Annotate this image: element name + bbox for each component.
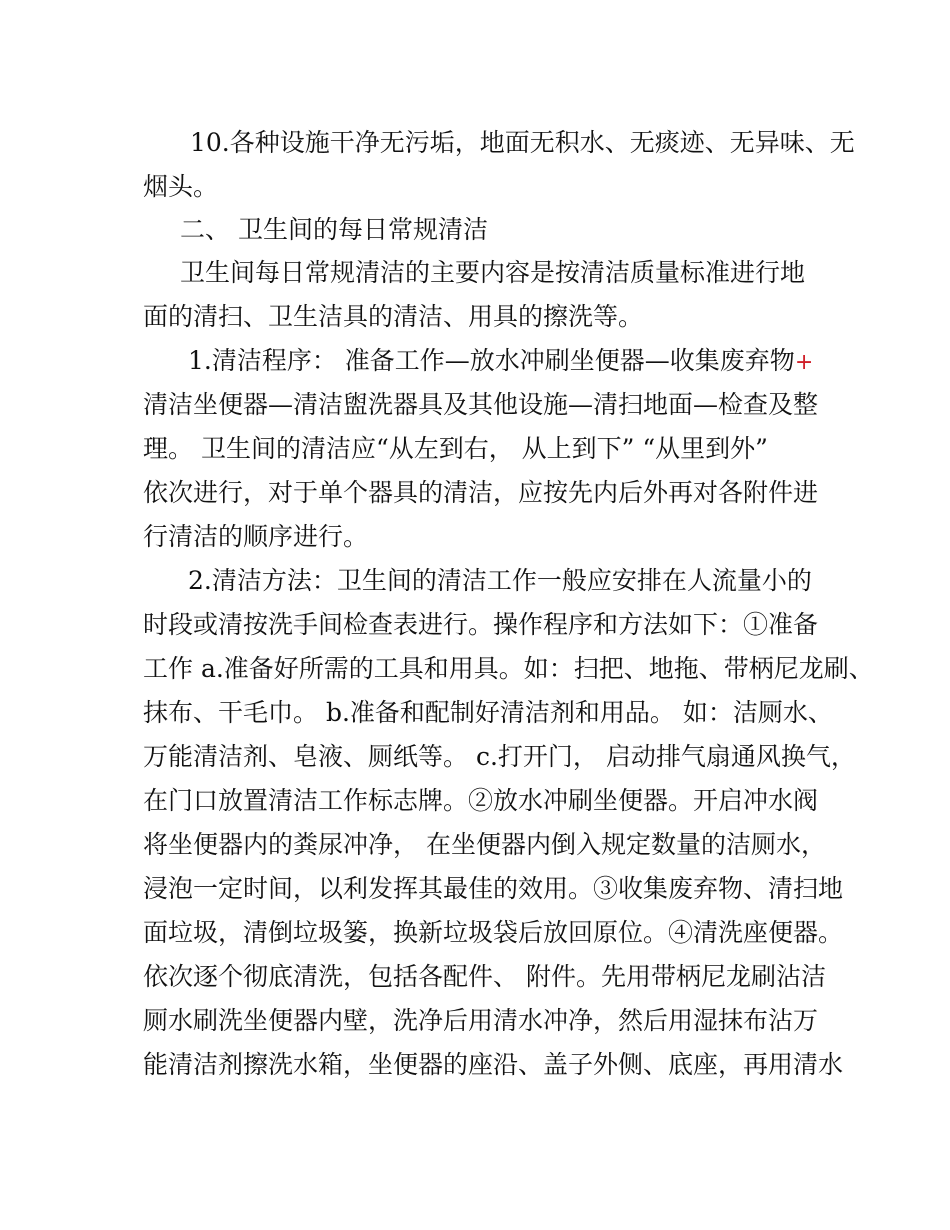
text-line-9: 依次进行，对于单个器具的清洁，应按先内后外再对各附件进	[143, 478, 819, 507]
text-line-10: 行清洁的顺序进行。	[143, 522, 369, 551]
text-line-21: 厕水刷洗坐便器内壁，洗净后用清水冲净，然后用湿抹布沾万	[143, 1006, 819, 1035]
text-line-4: 卫生间每日常规清洁的主要内容是按清洁质量标准进行地	[180, 258, 806, 287]
text-line-1: 10.各种设施干净无污垢，地面无积水、无痰迹、无异味、无	[190, 128, 855, 157]
text-line-2: 烟头。	[143, 172, 219, 201]
text-line-14: 抹布、干毛巾。 b.准备和配制好清洁剂和用品。 如：洁厕水、	[143, 698, 833, 727]
text-line-18: 浸泡一定时间，以利发挥其最佳的效用。③收集废弃物、清扫地	[143, 874, 844, 903]
text-line-15: 万能清洁剂、皂液、厕纸等。 c.打开门， 启动排气扇通风换气，	[143, 742, 856, 771]
text-line-16: 在门口放置清洁工作标志牌。②放水冲刷坐便器。开启冲水阀	[143, 786, 819, 815]
text-line-22: 能清洁剂擦洗水箱，坐便器的座沿、盖子外侧、底座，再用清水	[143, 1050, 844, 1079]
text-line-19: 面垃圾，清倒垃圾篓，换新垃圾袋后放回原位。④清洗座便器。	[143, 918, 844, 947]
text-line-6-content: 1.清洁程序： 准备工作—放水冲刷坐便器—收集废弃物	[188, 346, 795, 375]
text-line-13: 工作 a.准备好所需的工具和用具。如：扫把、地拖、带柄尼龙刷、	[143, 654, 874, 683]
text-line-12: 时段或清按洗手间检查表进行。操作程序和方法如下：①准备	[143, 610, 819, 639]
text-line-6	[188, 346, 813, 378]
text-line-5: 面的清扫、卫生洁具的清洁、用具的擦洗等。	[143, 302, 644, 331]
text-line-17: 将坐便器内的粪尿冲净， 在坐便器内倒入规定数量的洁厕水，	[143, 830, 826, 859]
text-line-11: 2.清洁方法：卫生间的清洁工作一般应安排在人流量小的	[188, 566, 812, 595]
plus-mark-icon: +	[794, 350, 814, 375]
text-line-20: 依次逐个彻底清洗，包括各配件、 附件。先用带柄尼龙刷沾洁	[143, 962, 826, 991]
text-line-8: 理。 卫生间的清洁应“从左到右， 从上到下” “从里到外”	[143, 434, 768, 463]
section-heading: 二、 卫生间的每日常规清洁	[180, 215, 488, 244]
text-line-7: 清洁坐便器—清洁盥洗器具及其他设施—清扫地面—检查及整	[143, 390, 819, 419]
